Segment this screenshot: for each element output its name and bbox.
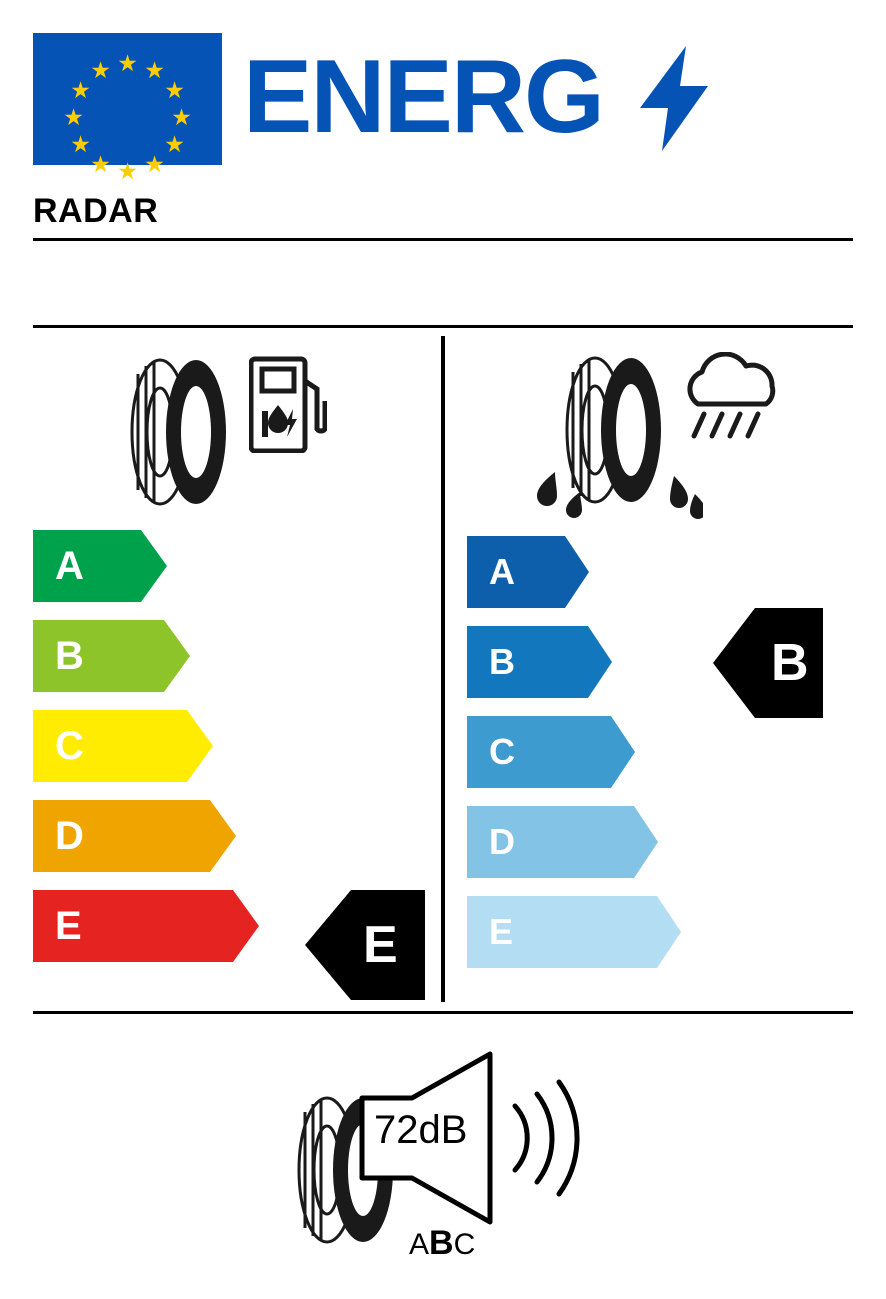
fuel-result-badge [305, 890, 425, 1000]
fuel-class-c [33, 710, 283, 782]
fuel-class-e [33, 890, 313, 962]
divider-bottom [33, 1011, 853, 1014]
divider-vertical [441, 336, 445, 1002]
eu-star: ★ [144, 57, 165, 83]
wetgrip-class-d [467, 806, 717, 878]
divider-brand [33, 238, 853, 241]
fuel-class-b [33, 620, 283, 692]
wetgrip-class-a-letter: A [489, 551, 515, 592]
wetgrip-class-d-letter: D [489, 821, 515, 862]
eu-star: ★ [117, 50, 138, 76]
divider-top [33, 325, 853, 328]
wetgrip-class-c-letter: C [489, 731, 515, 772]
noise-class-c: C [453, 1228, 476, 1261]
fuel-class-c-letter: C [55, 724, 84, 768]
lightning-bolt-icon [640, 46, 712, 151]
wetgrip-result-badge [713, 608, 823, 718]
eu-star: ★ [70, 77, 91, 103]
wetgrip-class-c [467, 716, 717, 788]
fuel-pump-icon [249, 355, 327, 453]
wetgrip-class-e [467, 896, 717, 968]
noise-class-list [409, 1224, 476, 1262]
rain-cloud-icon [676, 352, 786, 462]
eu-flag [33, 33, 222, 184]
noise-class-b: B [429, 1224, 454, 1262]
fuel-class-a [33, 530, 283, 602]
eu-star: ★ [63, 104, 84, 130]
eu-star: ★ [144, 151, 165, 177]
eu-star: ★ [70, 131, 91, 157]
wetgrip-class-a [467, 536, 717, 608]
eu-star: ★ [90, 151, 111, 177]
noise-value: 72dB [374, 1108, 468, 1152]
noise-class-a: A [409, 1228, 430, 1261]
fuel-class-e-letter: E [55, 904, 82, 948]
wetgrip-result-letter: B [771, 634, 809, 692]
eu-star: ★ [171, 104, 192, 130]
fuel-class-a-letter: A [55, 544, 84, 588]
wetgrip-class-b [467, 626, 717, 698]
fuel-class-d-letter: D [55, 814, 84, 858]
energ-wordmark: ENERG [243, 39, 603, 155]
eu-star: ★ [90, 57, 111, 83]
fuel-tyre-icon [118, 352, 238, 512]
wetgrip-class-b-letter: B [489, 641, 515, 682]
fuel-class-b-letter: B [55, 634, 84, 678]
brand-name: RADAR [33, 192, 159, 230]
eu-star: ★ [164, 131, 185, 157]
wetgrip-class-e-letter: E [489, 911, 514, 952]
fuel-class-d [33, 800, 283, 872]
eu-star: ★ [164, 77, 185, 103]
fuel-result-letter: E [363, 916, 398, 974]
eu-star: ★ [117, 158, 138, 184]
